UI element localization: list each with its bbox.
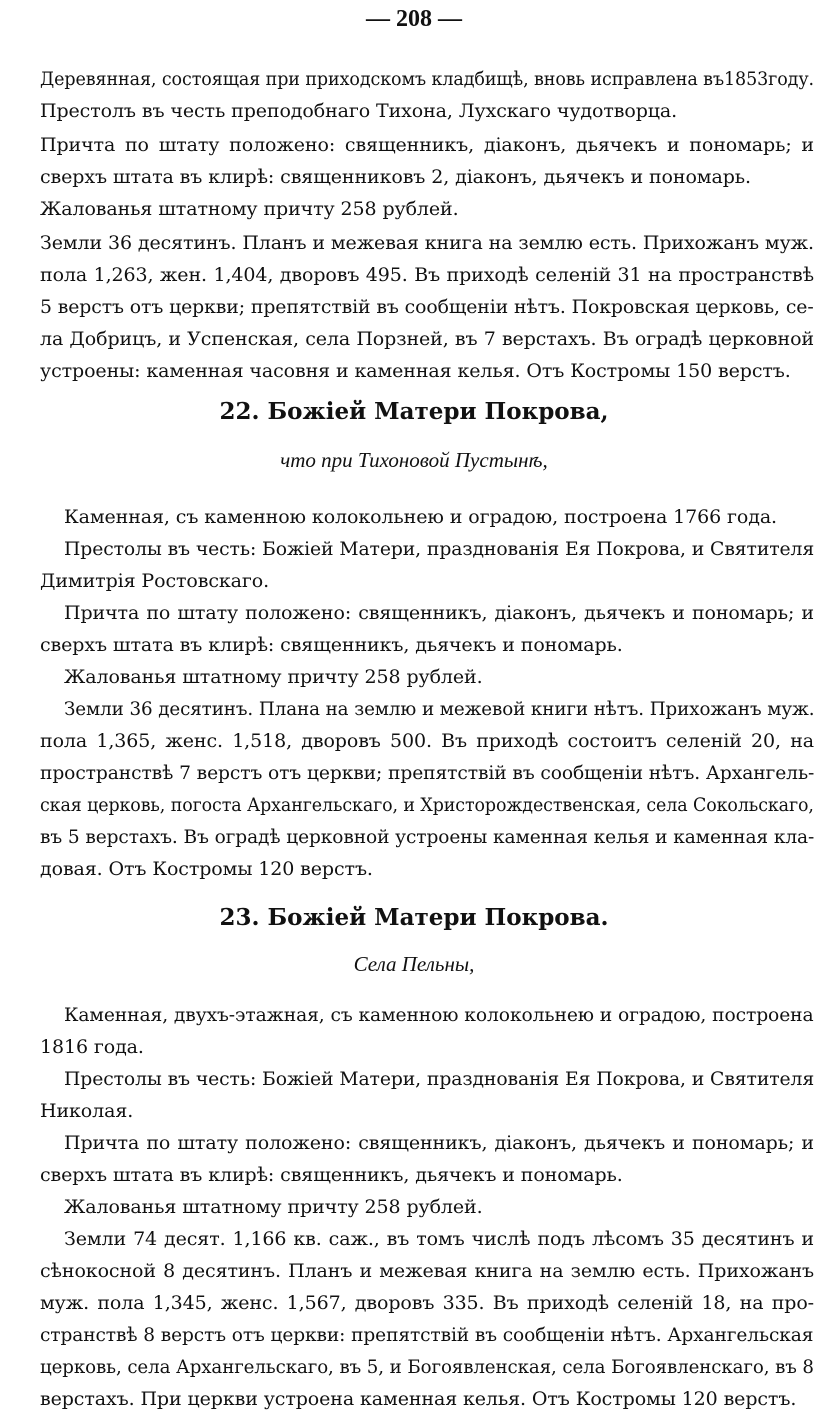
text-line: Димитрія Ростовскаго. bbox=[40, 570, 270, 592]
text-line: Причта по штату положено: священникъ, діаконъ, дьячекъ и пономарь; и bbox=[64, 602, 814, 624]
text-line: Земли 36 десятинъ. Планъ и межевая книга на землю есть. Прихожанъ муж. bbox=[40, 232, 814, 254]
text-line: сѣнокосной 8 десятинъ. Планъ и межевая книга на землю есть. Прихожанъ bbox=[40, 1260, 814, 1282]
text-line: сверхъ штата въ клирѣ: священникъ, дьячекъ и пономарь. bbox=[40, 1164, 623, 1186]
text-line: муж. пола 1,345, женс. 1,567, дворовъ 335. Въ приходѣ селеній 18, на про- bbox=[40, 1292, 814, 1314]
text-line: Причта по штату положено: священникъ, діаконъ, дьячекъ и пономарь; и bbox=[64, 1132, 814, 1154]
text-line: сверхъ штата въ клирѣ: священникъ, дьячекъ и пономарь. bbox=[40, 634, 623, 656]
text-line: устроены: каменная часовня и каменная келья. Отъ Костромы 150 верстъ. bbox=[40, 360, 791, 382]
entry-subheading: что при Тихоновой Пустынѣ, bbox=[280, 448, 548, 472]
text-line: пола 1,263, жен. 1,404, дворовъ 495. Въ приходѣ селеній 31 на пространствѣ bbox=[40, 264, 814, 286]
text-line: Земли 36 десятинъ. Плана на землю и межевой книги нѣтъ. Прихожанъ муж. bbox=[64, 698, 815, 720]
text-line: Земли 74 десят. 1,166 кв. саж., въ томъ числѣ подъ лѣсомъ 35 десятинъ и bbox=[64, 1228, 814, 1250]
text-line: церковь, села Архангельскаго, въ 5, и Богоявленская, села Богоявленскаго, въ 8 bbox=[40, 1356, 814, 1378]
text-line: въ 5 верстахъ. Въ оградѣ церковной устроены каменная келья и каменная кла- bbox=[40, 826, 815, 848]
text-line: ская церковь, погоста Архангельскаго, и Христорождественская, села Сокольскаго, bbox=[40, 794, 814, 816]
page-number: — 208 — bbox=[366, 6, 462, 32]
text-line: Престолы въ честь: Божіей Матери, празднованія Ея Покрова, и Святителя bbox=[64, 538, 815, 560]
text-line: Престолъ въ честь преподобнаго Тихона, Лухскаго чудотворца. bbox=[40, 100, 678, 122]
text-line: Причта по штату положено: священникъ, діаконъ, дьячекъ и пономарь; и bbox=[40, 134, 814, 156]
text-line: Каменная, съ каменною колокольнею и оградою, построена 1766 года. bbox=[64, 506, 777, 528]
entry-heading: 22. Божіей Матери Покрова, bbox=[219, 398, 609, 425]
text-line: Жалованья штатному причту 258 рублей. bbox=[64, 666, 483, 688]
text-line: Каменная, двухъ-этажная, съ каменною колокольнею и оградою, построена bbox=[64, 1004, 814, 1026]
text-line: Жалованья штатному причту 258 рублей. bbox=[40, 198, 459, 220]
text-line: 1816 года. bbox=[40, 1036, 144, 1058]
text-line: Престолы въ честь: Божіей Матери, празднованія Ея Покрова, и Святителя bbox=[64, 1068, 815, 1090]
entry-heading: 23. Божіей Матери Покрова. bbox=[219, 904, 609, 931]
text-line: сверхъ штата въ клирѣ: священниковъ 2, діаконъ, дьячекъ и пономарь. bbox=[40, 166, 751, 188]
text-line: пола 1,365, женс. 1,518, дворовъ 500. Въ приходѣ состоитъ селеній 20, на bbox=[40, 730, 814, 752]
text-line: пространствѣ 7 верстъ отъ церкви; препятствій въ сообщеніи нѣтъ. Архангель- bbox=[40, 762, 815, 784]
text-line: Жалованья штатному причту 258 рублей. bbox=[64, 1196, 483, 1218]
text-line: довая. Отъ Костромы 120 верстъ. bbox=[40, 858, 373, 880]
text-line: ла Добрицъ, и Успенская, села Порзней, въ 7 верстахъ. Въ оградѣ церковной bbox=[40, 328, 814, 350]
text-line: 5 верстъ отъ церкви; препятствій въ сообщеніи нѣтъ. Покровская церковь, се- bbox=[40, 296, 814, 318]
text-line: Николая. bbox=[40, 1100, 134, 1122]
text-line: верстахъ. При церкви устроена каменная келья. Отъ Костромы 120 верстъ. bbox=[40, 1388, 797, 1410]
entry-subheading: Села Пельны, bbox=[353, 952, 475, 976]
text-line: странствѣ 8 верстъ отъ церкви: препятствій въ сообщеніи нѣтъ. Архангельская bbox=[40, 1324, 814, 1346]
text-line: Деревянная, состоящая при приходскомъ кладбищѣ, вновь исправлена въ1853году. bbox=[40, 68, 815, 90]
